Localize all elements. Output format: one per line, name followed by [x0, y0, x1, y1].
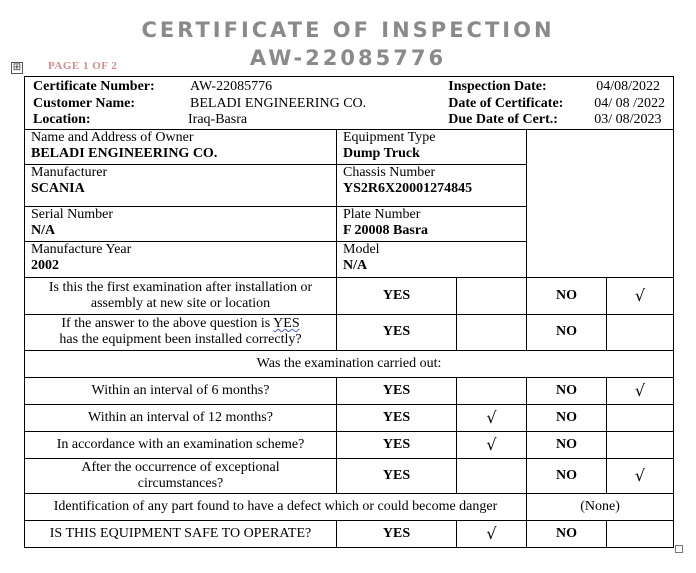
section-row [25, 350, 674, 377]
question-12-months: Within an interval of 12 months? [25, 404, 337, 431]
model-cell [337, 241, 527, 277]
table-resize-handle-icon[interactable] [675, 545, 683, 553]
model-label: Model [343, 241, 380, 257]
yes-check-cell[interactable] [457, 458, 527, 493]
manufacturer-label: Manufacturer [31, 164, 108, 180]
table-move-handle-icon[interactable]: ⊞ [12, 62, 22, 73]
serial-value: N/A [31, 222, 56, 238]
question-exceptional: After the occurrence of exceptional circumstances? [25, 458, 337, 493]
yes-label: YES [337, 520, 457, 547]
due-date-label: Due Date of Cert.: [448, 112, 558, 127]
year-cell [25, 241, 337, 277]
no-label: NO [527, 404, 607, 431]
question-scheme: In accordance with an examination scheme? [25, 431, 337, 458]
serial-cell [25, 206, 337, 241]
question-row [25, 458, 674, 493]
no-check-cell[interactable] [607, 431, 674, 458]
question-row [25, 314, 674, 350]
question-6-months: Within an interval of 6 months? [25, 377, 337, 404]
yes-check-cell[interactable]: √ [457, 431, 527, 458]
model-value: N/A [343, 257, 368, 273]
no-check-cell[interactable]: √ [607, 458, 674, 493]
certificate-title: CERTIFICATE OF INSPECTION [141, 18, 555, 42]
equipment-type-label: Equipment Type [343, 129, 436, 145]
chassis-value: YS2R6X20001274845 [343, 180, 473, 196]
question-row [25, 404, 674, 431]
certificate-date-value: 04/ 08 /2022 [594, 95, 666, 111]
no-check-cell[interactable] [607, 520, 674, 547]
defect-answer: (None) [527, 493, 674, 520]
page-number: PAGE 1 OF 2 [48, 60, 118, 72]
plate-cell [337, 206, 527, 241]
header-left [33, 79, 366, 129]
question-safe: IS THIS EQUIPMENT SAFE TO OPERATE? [25, 520, 337, 547]
yes-label: YES [337, 458, 457, 493]
question-installed-text-a: If the answer to the above question is [61, 316, 274, 331]
no-check-cell[interactable]: √ [607, 277, 674, 314]
no-label: NO [527, 458, 607, 493]
details-row [25, 129, 674, 164]
certificate-date-label: Date of Certificate: [448, 95, 564, 111]
certificate-table [24, 76, 674, 548]
no-check-cell[interactable] [607, 314, 674, 350]
plate-value: F 20008 Basra [343, 222, 429, 238]
no-label: NO [527, 431, 607, 458]
cert-number-label: Certificate Number: [33, 79, 155, 94]
customer-value: BELADI ENGINEERING CO. [190, 95, 367, 111]
equipment-type-cell [337, 129, 527, 164]
yes-label: YES [337, 377, 457, 404]
yes-check-cell[interactable] [457, 277, 527, 314]
yes-check-cell[interactable]: √ [457, 404, 527, 431]
location-value: Iraq-Basra [188, 112, 248, 127]
question-installed [25, 314, 337, 350]
inspection-date-value: 04/08/2022 [596, 79, 661, 94]
yes-label: YES [337, 314, 457, 350]
chassis-label: Chassis Number [343, 164, 436, 180]
question-installed-text-b: has the equipment been installed correctly? [59, 332, 302, 347]
plate-label: Plate Number [343, 206, 421, 222]
yes-label: YES [337, 431, 457, 458]
question-first-exam: Is this the first examination after installation or assembly at new site or location [25, 277, 337, 314]
header-right [448, 79, 667, 129]
yes-check-cell[interactable] [457, 377, 527, 404]
blank-cell [527, 129, 674, 277]
chassis-cell [337, 164, 527, 206]
manufacturer-value: SCANIA [31, 180, 85, 196]
no-check-cell[interactable] [607, 404, 674, 431]
question-defect: Identification of any part found to have a defect which or could become danger [25, 493, 527, 520]
no-label: NO [527, 314, 607, 350]
owner-value: BELADI ENGINEERING CO. [31, 145, 218, 161]
serial-label: Serial Number [31, 206, 114, 222]
manufacturer-cell [25, 164, 337, 206]
owner-label: Name and Address of Owner [31, 129, 194, 145]
inspection-date-label: Inspection Date: [448, 79, 547, 94]
yes-check-cell[interactable]: √ [457, 520, 527, 547]
due-date-value: 03/ 08/2023 [594, 112, 662, 127]
no-label: NO [527, 377, 607, 404]
question-row [25, 431, 674, 458]
yes-label: YES [337, 277, 457, 314]
question-row [25, 377, 674, 404]
owner-cell [25, 129, 337, 164]
yes-check-cell[interactable] [457, 314, 527, 350]
location-label: Location: [33, 112, 91, 127]
year-label: Manufacture Year [31, 241, 132, 257]
customer-label: Customer Name: [33, 95, 135, 111]
yes-label: YES [337, 404, 457, 431]
cert-number-value: AW-22085776 [190, 79, 273, 94]
no-label: NO [527, 277, 607, 314]
question-row [25, 277, 674, 314]
equipment-type-value: Dump Truck [343, 145, 420, 161]
no-label: NO [527, 520, 607, 547]
header-row [25, 77, 674, 130]
question-installed-yes: YES [273, 316, 300, 331]
question-row [25, 520, 674, 547]
year-value: 2002 [31, 257, 59, 273]
examination-carried-out-heading: Was the examination carried out: [25, 350, 674, 377]
certificate-id-title: AW-22085776 [249, 46, 447, 70]
question-row [25, 493, 674, 520]
no-check-cell[interactable]: √ [607, 377, 674, 404]
